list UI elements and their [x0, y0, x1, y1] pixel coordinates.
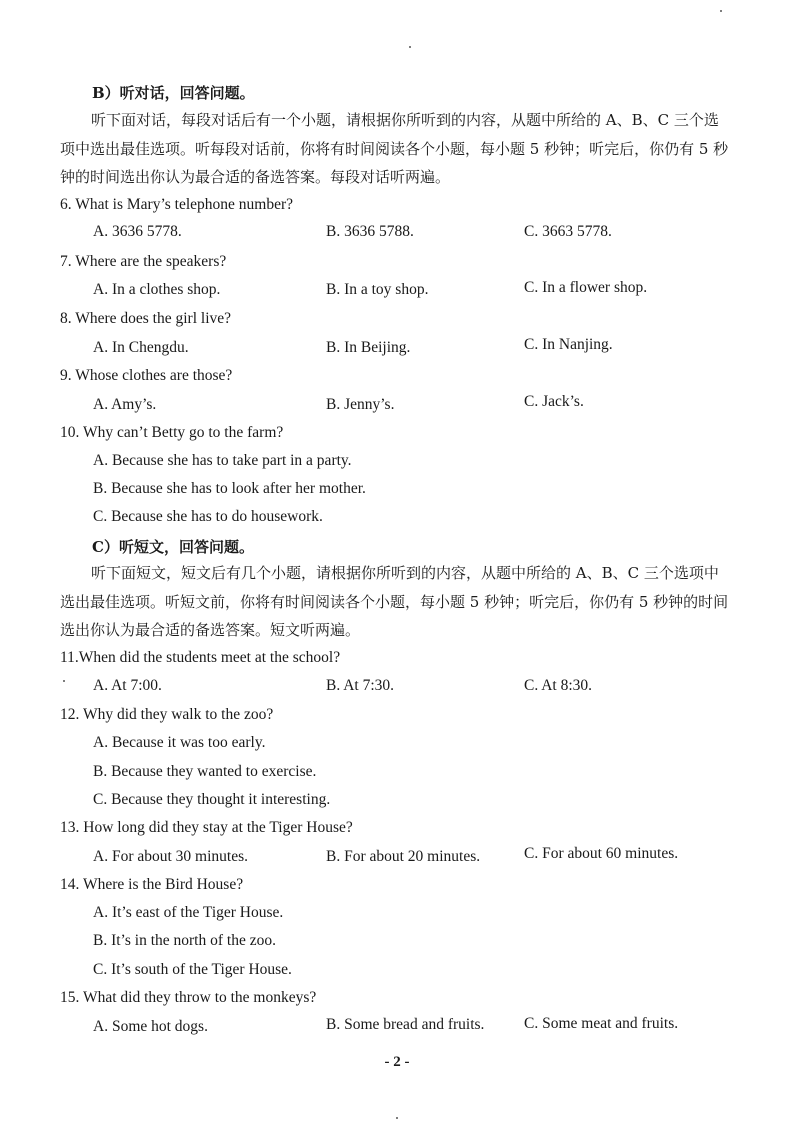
- question-9: 9. Whose clothes are those?: [60, 367, 233, 384]
- question-6-option-c: C. 3663 5778.: [524, 223, 612, 240]
- question-10: 10. Why can’t Betty go to the farm?: [60, 424, 284, 441]
- question-14-option-c: C. It’s south of the Tiger House.: [93, 961, 292, 978]
- question-7-option-c: C. In a flower shop.: [524, 279, 648, 296]
- section-b-instructions: 听下面对话，每段对话后有一个小题，请根据你所听到的内容，从题中所给的 A、B、C 三个选项中选出最佳选项。听每段对话前，你将有时间阅读各个小题，每小题 5 秒钟；听完后，你仍有 5 秒钟的时间选出你认为最合适的备选答案。每段对话听两遍。: [60, 111, 729, 186]
- question-7-option-a: A. In a clothes shop.: [93, 281, 221, 298]
- question-10-option-a: A. Because she has to take part in a party.: [93, 452, 352, 469]
- section-c-instructions: 听下面短文，短文后有几个小题，请根据你所听到的内容，从题中所给的 A、B、C 三个选项中选出最佳选项。听短文前，你将有时间阅读各个小题，每小题 5 秒钟；听完后，你仍有 5 秒钟的时间选出你认为最合适的备选答案。短文听两遍。: [60, 564, 729, 639]
- question-10-option-b: B. Because she has to look after her mother.: [93, 480, 366, 497]
- question-15: 15. What did they throw to the monkeys?: [60, 989, 317, 1006]
- question-6: 6. What is Mary’s telephone number?: [60, 196, 294, 213]
- question-7-option-b: B. In a toy shop.: [326, 281, 429, 298]
- question-14-option-b: B. It’s in the north of the zoo.: [93, 932, 276, 949]
- question-13: 13. How long did they stay at the Tiger House?: [60, 819, 353, 836]
- question-11: 11.When did the students meet at the school?: [60, 649, 341, 666]
- question-11-option-b: B. At 7:30.: [326, 677, 395, 694]
- question-14: 14. Where is the Bird House?: [60, 876, 244, 893]
- question-12-option-c: C. Because they thought it interesting.: [93, 791, 331, 808]
- question-8: 8. Where does the girl live?: [60, 310, 232, 327]
- section-c-heading: C）听短文，回答问题。: [92, 538, 254, 556]
- question-10-option-c: C. Because she has to do housework.: [93, 508, 323, 525]
- question-13-option-b: B. For about 20 minutes.: [326, 848, 481, 865]
- scan-speck: [63, 680, 65, 682]
- question-9-option-c: C. Jack’s.: [524, 393, 584, 410]
- scan-speck: [396, 1117, 398, 1119]
- question-11-option-c: C. At 8:30.: [524, 677, 593, 694]
- scan-speck: [720, 10, 722, 12]
- question-12-option-b: B. Because they wanted to exercise.: [93, 763, 317, 780]
- scan-speck: [409, 46, 411, 48]
- question-7: 7. Where are the speakers?: [60, 253, 227, 270]
- question-15-option-a: A. Some hot dogs.: [93, 1018, 208, 1035]
- question-8-option-a: A. In Chengdu.: [93, 339, 189, 356]
- question-13-option-c: C. For about 60 minutes.: [524, 845, 679, 862]
- question-8-option-b: B. In Beijing.: [326, 339, 411, 356]
- section-b-heading: B）听对话，回答问题。: [92, 84, 255, 102]
- question-13-option-a: A. For about 30 minutes.: [93, 848, 248, 865]
- question-9-option-a: A. Amy’s.: [93, 396, 157, 413]
- question-9-option-b: B. Jenny’s.: [326, 396, 395, 413]
- question-8-option-c: C. In Nanjing.: [524, 336, 613, 353]
- question-14-option-a: A. It’s east of the Tiger House.: [93, 904, 284, 921]
- question-11-option-a: A. At 7:00.: [93, 677, 162, 694]
- question-15-option-b: B. Some bread and fruits.: [326, 1016, 485, 1033]
- question-6-option-a: A. 3636 5778.: [93, 223, 182, 240]
- question-15-option-c: C. Some meat and fruits.: [524, 1015, 679, 1032]
- question-6-option-b: B. 3636 5788.: [326, 223, 414, 240]
- question-12: 12. Why did they walk to the zoo?: [60, 706, 274, 723]
- question-12-option-a: A. Because it was too early.: [93, 734, 266, 751]
- page-number: - 2 -: [384, 1054, 410, 1070]
